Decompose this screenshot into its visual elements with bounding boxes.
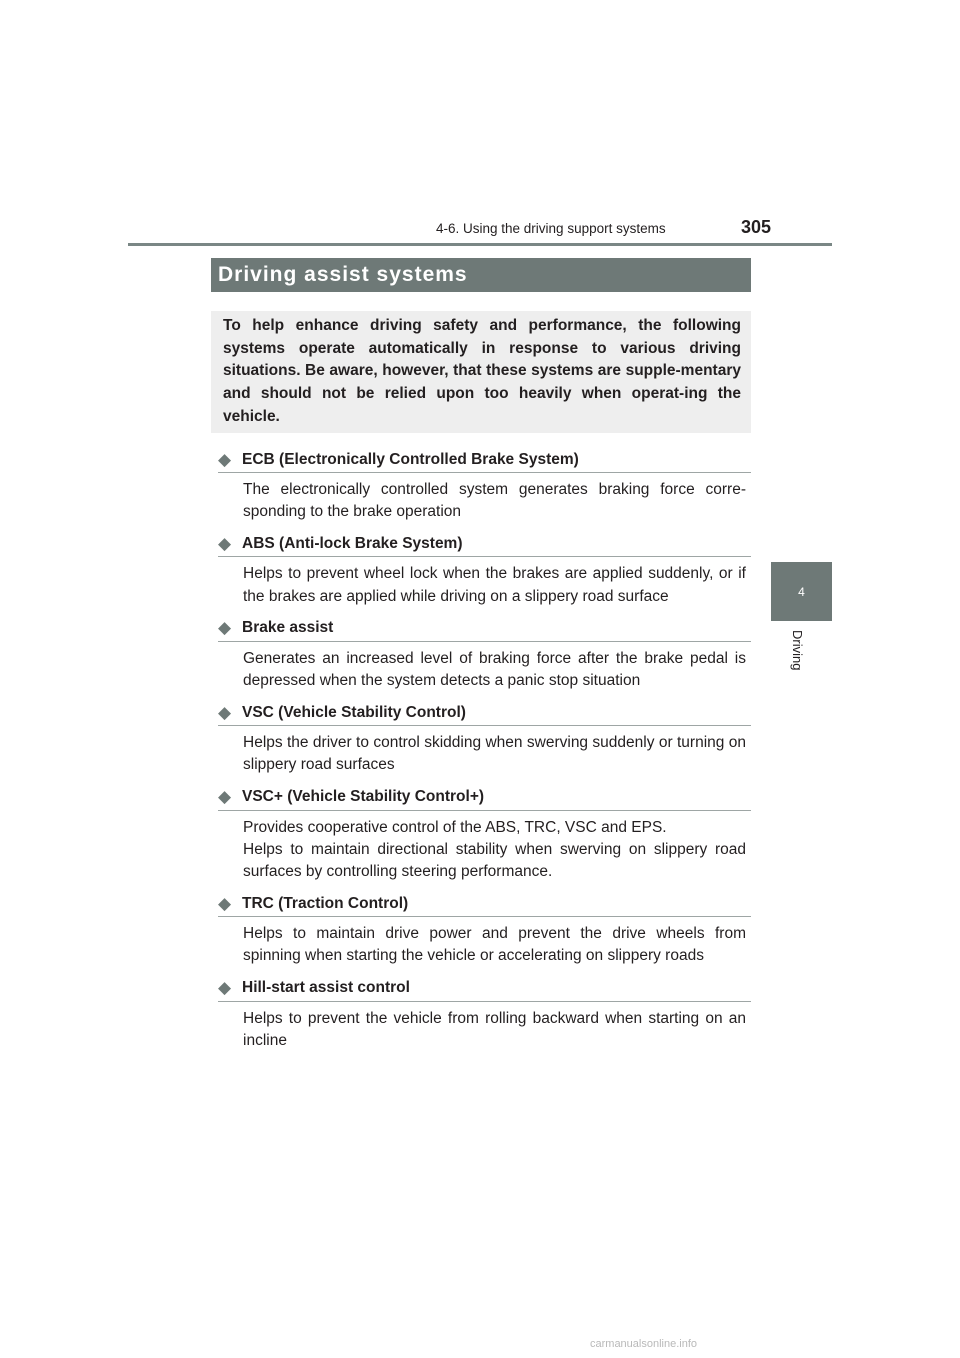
diamond-icon: ◆ bbox=[218, 702, 232, 722]
item-title: VSC (Vehicle Stability Control) bbox=[242, 703, 466, 721]
item-description: The electronically controlled system generates braking force corre-sponding to the brake operation bbox=[243, 481, 746, 521]
diamond-icon: ◆ bbox=[218, 618, 232, 638]
list-item bbox=[218, 701, 751, 776]
item-heading bbox=[218, 701, 751, 726]
chapter-tab-label: Driving bbox=[790, 630, 805, 671]
item-heading bbox=[218, 977, 751, 1002]
item-description: Helps to prevent wheel lock when the brakes are applied suddenly, or if the brakes are applied while driving on a slippery road surface bbox=[243, 565, 746, 605]
item-title: VSC+ (Vehicle Stability Control+) bbox=[242, 788, 485, 806]
systems-list bbox=[218, 448, 751, 1061]
item-title: ABS (Anti-lock Brake System) bbox=[242, 534, 463, 552]
item-heading bbox=[218, 786, 751, 811]
item-description: Helps to prevent the vehicle from rolling backward when starting on an incline bbox=[243, 1009, 746, 1049]
item-title: Hill-start assist control bbox=[242, 979, 410, 997]
chapter-tab[interactable] bbox=[771, 562, 832, 621]
list-item bbox=[218, 448, 751, 523]
chapter-tab-number: 4 bbox=[798, 584, 805, 599]
list-item bbox=[218, 786, 751, 884]
item-title: TRC (Traction Control) bbox=[242, 894, 409, 912]
intro-text: To help enhance driving safety and performance, the following systems operate automatically in response to various driving situations. Be aware, however, that these systems are supple-mentary and should not be relied upon too heavily when operat-ing the vehicle. bbox=[223, 317, 741, 425]
list-item bbox=[218, 892, 751, 967]
diamond-icon: ◆ bbox=[218, 978, 232, 998]
item-heading bbox=[218, 532, 751, 557]
item-description: Helps to maintain drive power and prevent the drive wheels from spinning when starting the vehicle or accelerating on slippery roads bbox=[243, 925, 746, 965]
item-title: ECB (Electronically Controlled Brake System) bbox=[242, 450, 579, 468]
intro-box bbox=[211, 311, 751, 433]
diamond-icon: ◆ bbox=[218, 533, 232, 553]
list-item bbox=[218, 532, 751, 607]
item-description-line: Helps to maintain directional stability when swerving on slippery road surfaces by controlling steering performance. bbox=[243, 840, 746, 881]
header-section-title: 4-6. Using the driving support systems bbox=[436, 221, 666, 236]
item-description-line: Provides cooperative control of the ABS, TRC, VSC and EPS. bbox=[243, 818, 667, 836]
page-title: Driving assist systems bbox=[211, 258, 751, 292]
item-description bbox=[243, 817, 746, 884]
item-title: Brake assist bbox=[242, 619, 334, 637]
diamond-icon: ◆ bbox=[218, 449, 232, 469]
watermark: carmanualsonline.info bbox=[590, 1338, 698, 1350]
item-description: Helps the driver to control skidding when swerving suddenly or turning on slippery road surfaces bbox=[243, 734, 746, 774]
item-description: Generates an increased level of braking force after the brake pedal is depressed when the system detects a panic stop situation bbox=[243, 649, 746, 690]
diamond-icon: ◆ bbox=[218, 787, 232, 807]
header-divider bbox=[128, 243, 832, 246]
page-number: 305 bbox=[741, 217, 772, 237]
list-item bbox=[218, 617, 751, 692]
item-heading bbox=[218, 892, 751, 917]
list-item bbox=[218, 977, 751, 1052]
item-heading bbox=[218, 448, 751, 473]
item-heading bbox=[218, 617, 751, 642]
diamond-icon: ◆ bbox=[218, 893, 232, 913]
